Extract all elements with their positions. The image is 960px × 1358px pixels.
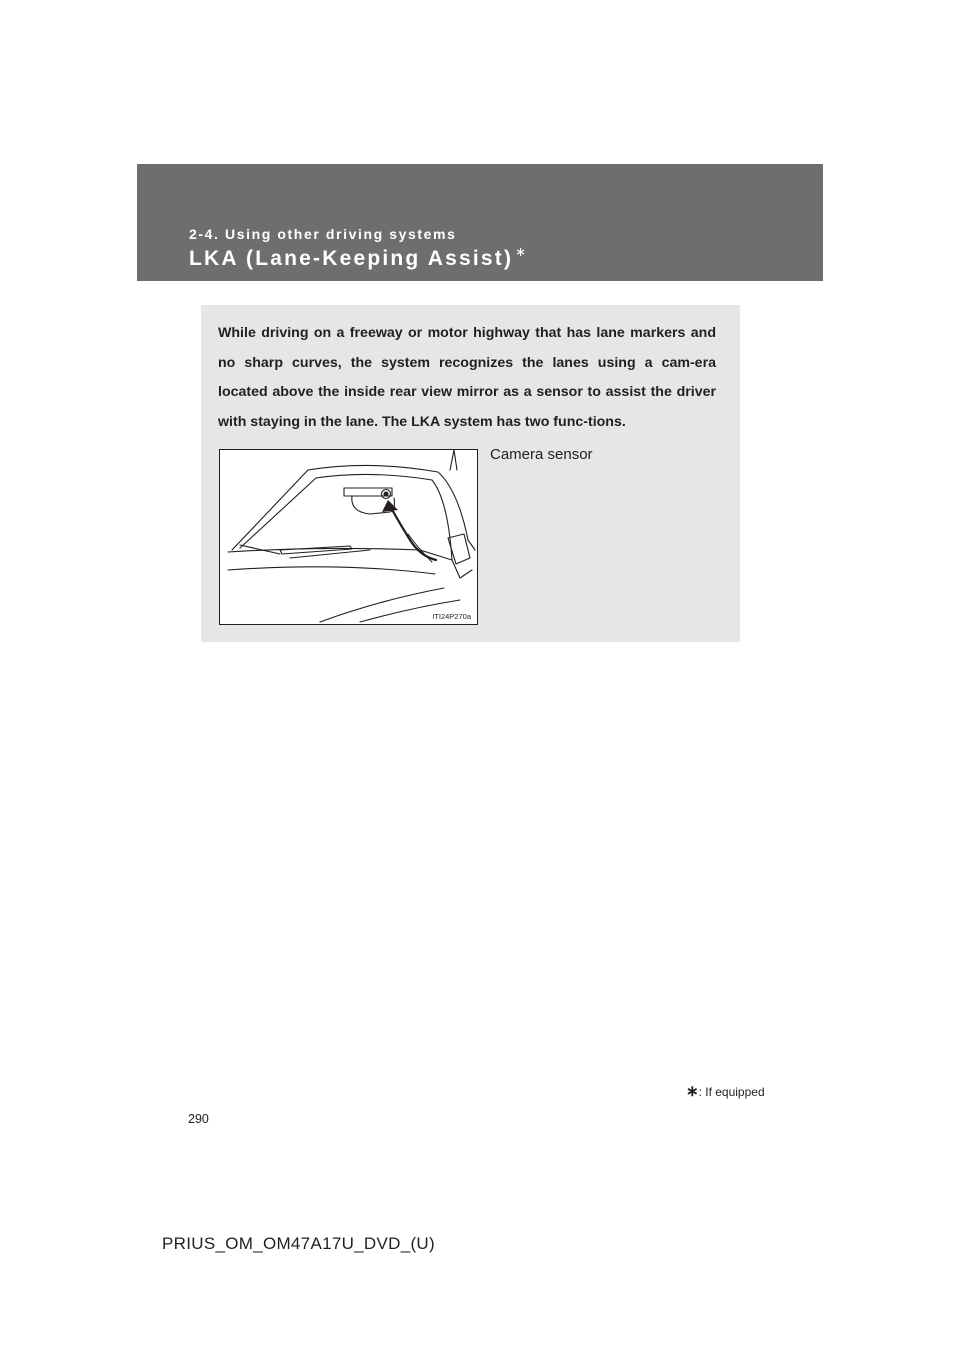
- page-title-text: LKA (Lane-Keeping Assist): [189, 247, 514, 270]
- section-header-band: [137, 164, 823, 281]
- page-title: [189, 244, 528, 271]
- page-number: 290: [188, 1112, 209, 1126]
- footnote-mark: ∗: [686, 1083, 699, 1100]
- intro-paragraph: While driving on a freeway or motor highway that has lane markers and no sharp curves, the system recognizes the lanes using a cam-era located above the inside rear view mirror as a sensor to assist the driver with staying in the lane. The LKA system has two func-tions.: [218, 325, 716, 430]
- footnote: [686, 1082, 765, 1100]
- camera-sensor-callout: Camera sensor: [490, 446, 593, 463]
- optional-equipment-mark: ∗: [515, 244, 529, 259]
- section-label: 2-4. Using other driving systems: [189, 226, 457, 242]
- figure-code: ITI24P270a: [432, 612, 471, 621]
- document-id: PRIUS_OM_OM47A17U_DVD_(U): [162, 1234, 435, 1253]
- intro-box: [201, 305, 740, 642]
- footnote-text: : If equipped: [698, 1085, 765, 1099]
- windshield-illustration: [220, 450, 477, 624]
- camera-sensor-figure: [219, 449, 478, 625]
